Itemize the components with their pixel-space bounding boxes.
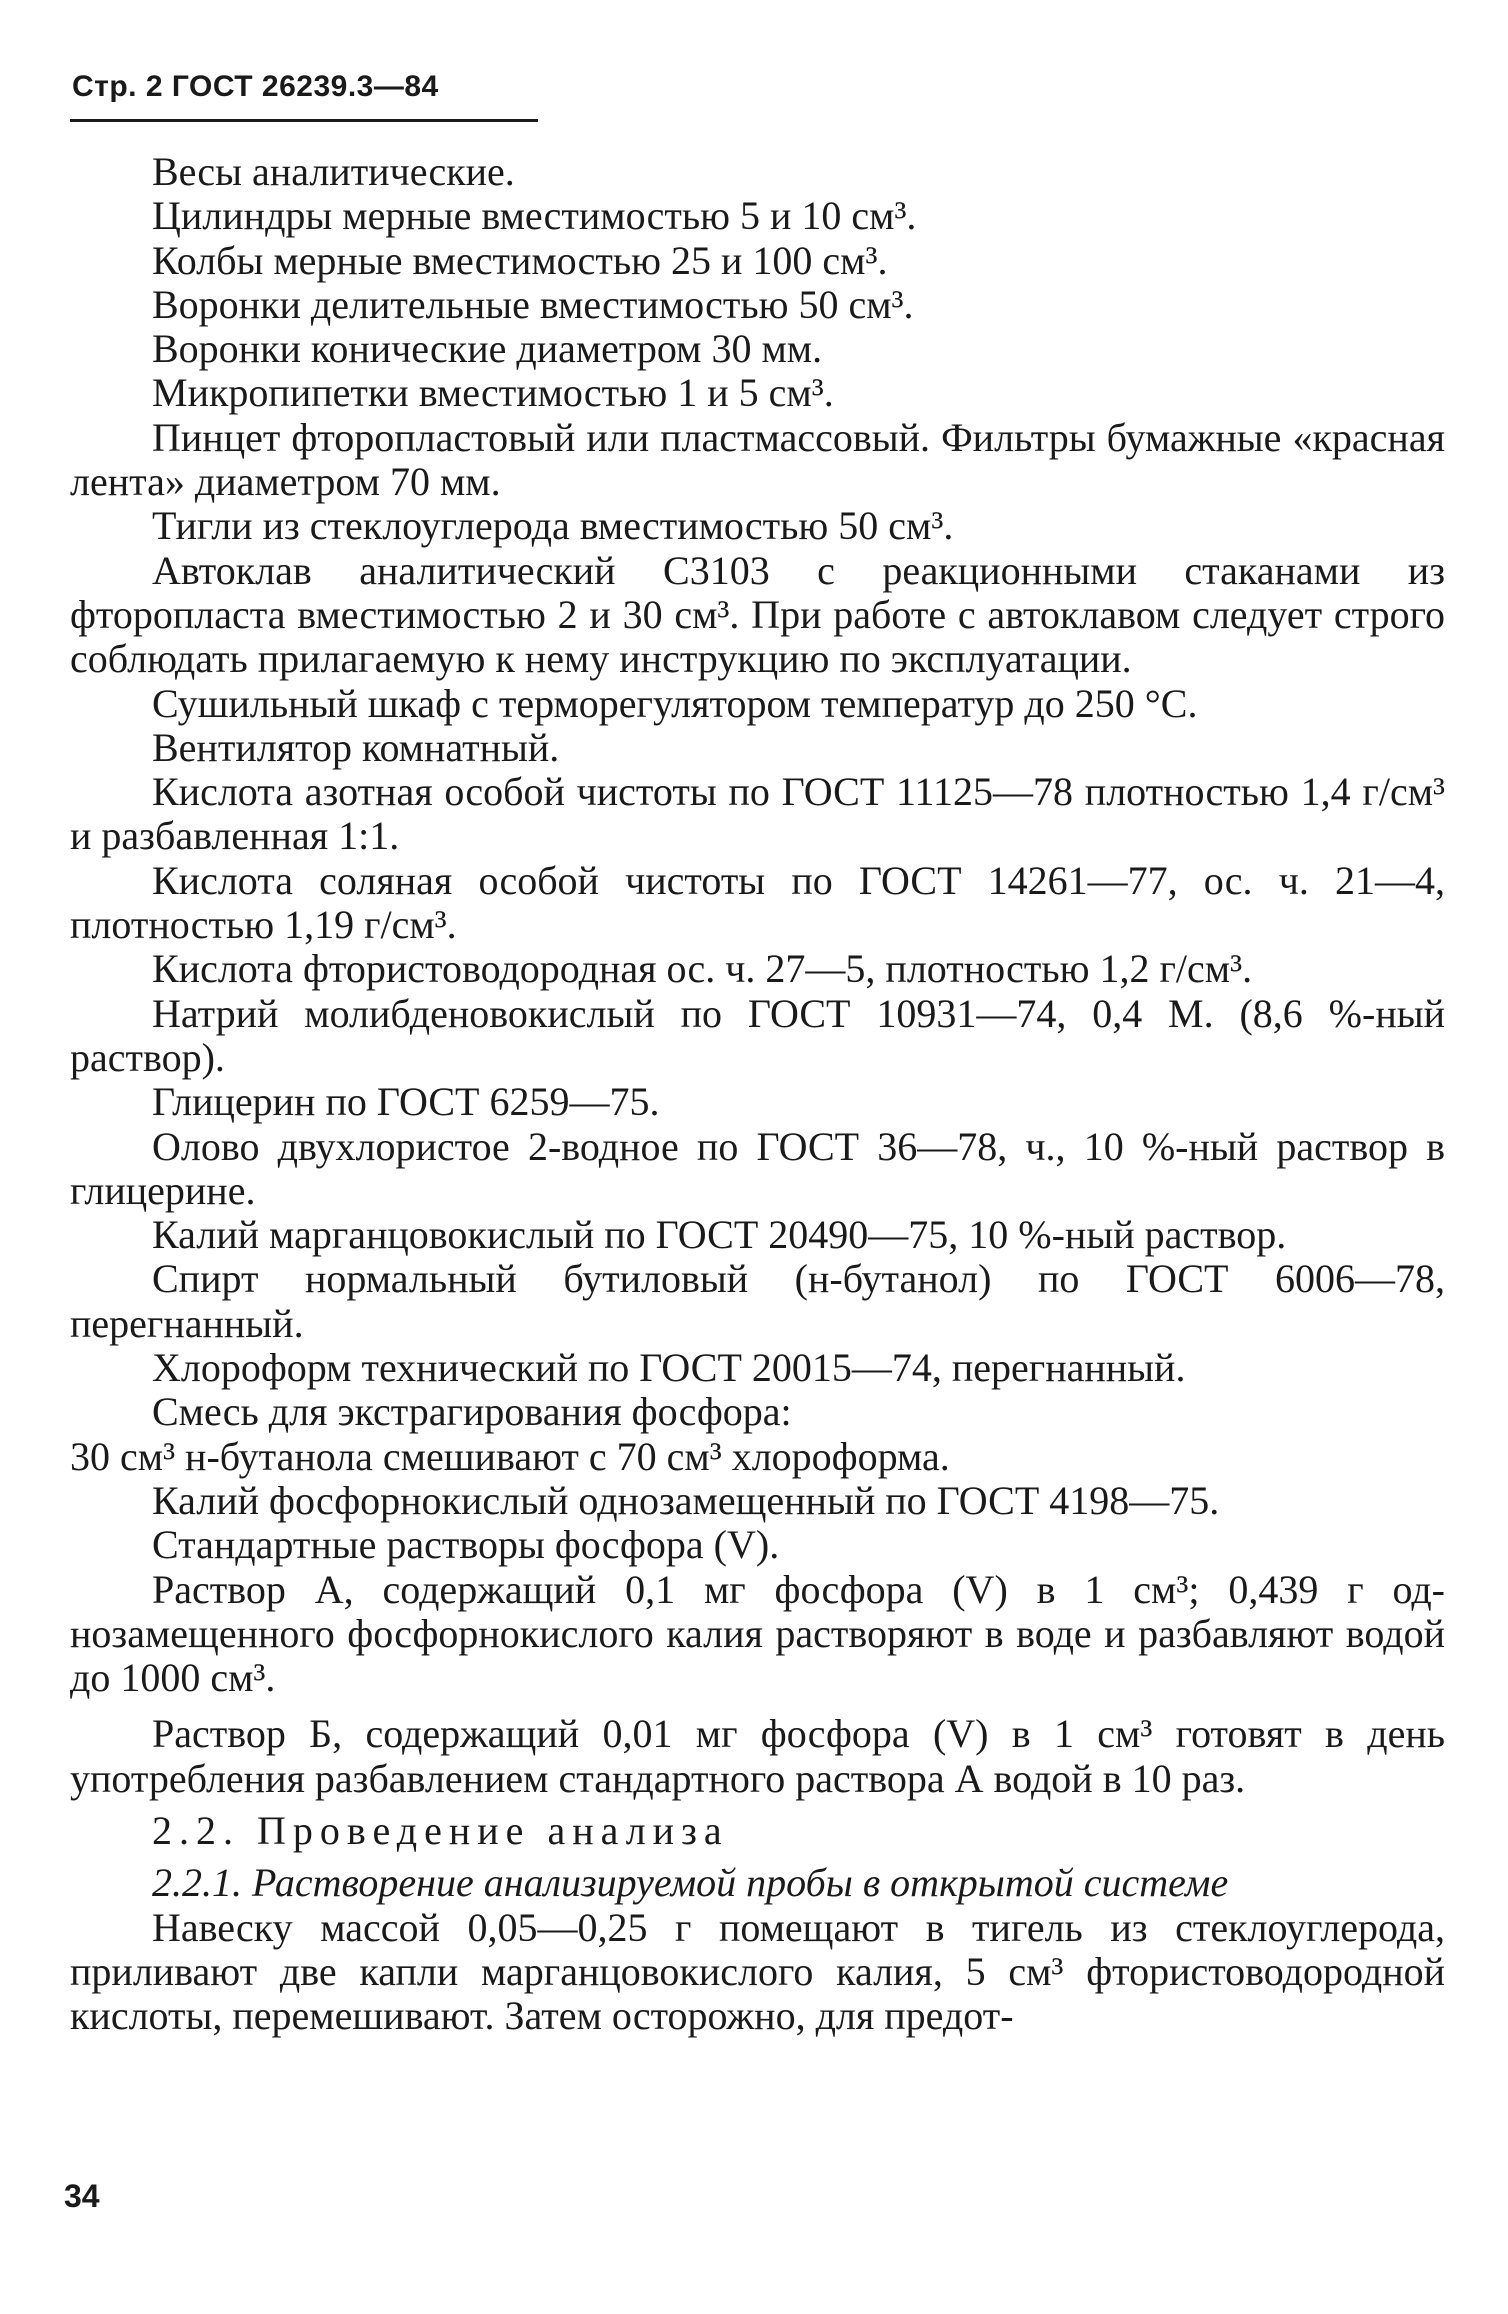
paragraph: Стандартные растворы фосфора (V). (152, 1522, 780, 1568)
paragraph: Олово двухлористое 2-водное по ГОСТ 36—78, ч., 10 %-ный раствор в глицерине. (70, 1123, 1445, 1213)
paragraph: Натрий молибденовокислый по ГОСТ 10931—74, 0,4 М. (8,6 %-ный раствор). (70, 990, 1445, 1080)
paragraph: Весы аналитические. (152, 149, 515, 194)
paragraph: Раствор Б, содержащий 0,01 мг фосфора (V) в 1 см³ готовят в день употребления разбавлением стандартного раствора А водой в 10 раз. (70, 1711, 1445, 1801)
paragraph: 30 см³ н-бутанола смешивают с 70 см³ хлороформа. (70, 1433, 950, 1479)
document-body (70, 150, 1445, 2038)
paragraph: Спирт нормальный бутиловый (н-бутанол) по ГОСТ 6006—78, перегнанный. (70, 1256, 1445, 1346)
paragraph: Воронки делительные вместимостью 50 см³. (152, 281, 914, 327)
page-number: 34 (64, 2178, 100, 2214)
paragraph: Пинцет фторопластовый или пластмассовый. Фильтры бумажные «красная лента» диаметром 70 мм. (70, 414, 1445, 505)
paragraph: Раствор А, содержащий 0,1 мг фосфора (V) в 1 см³; 0,439 г однозамещенного фосфорнокислого калия растворяют в воде и разбавляют водой до 1000 см³. (70, 1566, 1445, 1701)
paragraph: Кислота соляная особой чистоты по ГОСТ 14261—77, ос. ч. 21—4, плотностью 1,19 г/см³. (70, 857, 1445, 948)
subsection-heading: 2.2.1. Растворение анализируемой пробы в открытой системе (152, 1860, 1229, 1906)
paragraph: Цилиндры мерные вместимостью 5 и 10 см³. (152, 193, 917, 239)
paragraph: Навеску массой 0,05—0,25 г помещают в тигель из стеклоуглерода, приливают две капли марганцовокислого калия, 5 см³ фтористоводородной кислоты, перемешивают. Затем осторожно, для предот- (70, 1904, 1445, 2039)
paragraph: Смесь для экстрагирования фосфора: (152, 1389, 792, 1435)
paragraph: Сушильный шкаф с терморегулятором температур до 250 °С. (152, 680, 1198, 726)
paragraph: Колбы мерные вместимостью 25 и 100 см³. (152, 237, 888, 283)
paragraph: Воронки конические диаметром 30 мм. (152, 326, 823, 372)
paragraph: Кислота азотная особой чистоты по ГОСТ 11125—78 плотностью 1,4 г/см³ и разбавленная 1:1. (70, 769, 1445, 859)
paragraph: Автоклав аналитический С3103 с реакционными стаканами из фторопласта вместимостью 2 и 30 см³. При работе с автоклавом следует строго соблюдать прилагаемую к нему инструкцию по эксплуатации. (70, 547, 1445, 682)
paragraph: Вентилятор комнатный. (152, 724, 560, 770)
paragraph: Хлороформ технический по ГОСТ 20015—74, перегнанный. (152, 1345, 1186, 1391)
section-heading: 2.2. Проведение анализа (152, 1807, 729, 1853)
paragraph: Кислота фтористоводородная ос. ч. 27—5, плотностью 1,2 г/см³. (152, 946, 1253, 992)
paragraph: Калий марганцовокислый по ГОСТ 20490—75, 10 %-ный раствор. (152, 1212, 1287, 1258)
paragraph: Тигли из стеклоуглерода вместимостью 50 см³. (152, 503, 954, 549)
page-header: Стр. 2 ГОСТ 26239.3—84 (72, 70, 439, 103)
header-rule (70, 119, 538, 122)
paragraph: Глицерин по ГОСТ 6259—75. (152, 1079, 660, 1125)
paragraph: Калий фосфорнокислый однозамещенный по ГОСТ 4198—75. (152, 1477, 1220, 1523)
paragraph: Микропипетки вместимостью 1 и 5 см³. (152, 370, 834, 416)
